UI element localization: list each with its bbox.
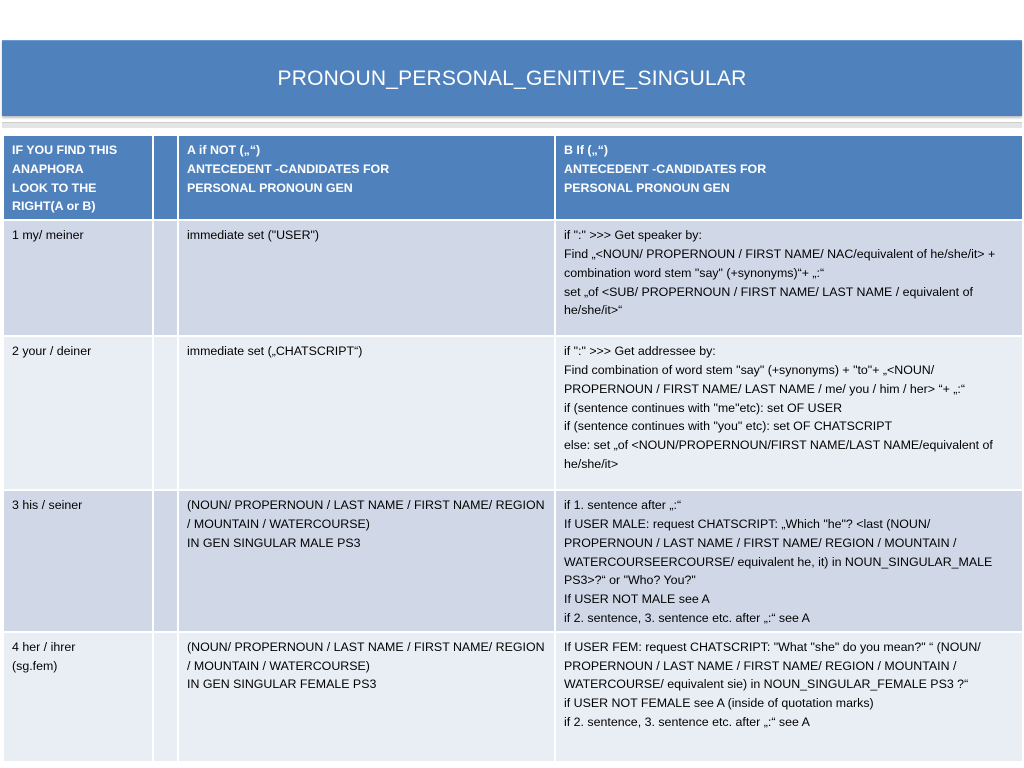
header-option-a: A if NOT („“) ANTECEDENT -CANDIDATES FOR PERSONAL PRONOUN GEN	[178, 135, 555, 220]
cell-option-a: (NOUN/ PROPERNOUN / LAST NAME / FIRST NAME/ REGION / MOUNTAIN / WATERCOURSE) IN GEN SINGULAR FEMALE PS3	[178, 632, 555, 762]
cell-option-a: immediate set ("USER")	[178, 220, 555, 336]
header-anaphora: IF YOU FIND THIS ANAPHORA LOOK TO THE RIGHT(A or B)	[3, 135, 153, 220]
cell-anaphora: 4 her / ihrer (sg.fem)	[3, 632, 153, 762]
header-blank	[153, 135, 178, 220]
cell-option-b: If USER FEM: request CHATSCRIPT: "What "she" do you mean?" “ (NOUN/ PROPERNOUN / LAST NAME / FIRST NAME/ REGION / MOUNTAIN / WATERCOURSE/ equivalent sie) in NOUN_SINGULAR_FEMALE PS3 ?“ if USER NOT FEMALE see A (inside of quotation marks) if 2. sentence, 3. sentence etc. after „:“ see A	[555, 632, 1023, 762]
table-row	[3, 490, 1023, 632]
cell-option-a: (NOUN/ PROPERNOUN / LAST NAME / FIRST NAME/ REGION / MOUNTAIN / WATERCOURSE) IN GEN SINGULAR MALE PS3	[178, 490, 555, 632]
cell-anaphora: 1 my/ meiner	[3, 220, 153, 336]
cell-anaphora: 2 your / deiner	[3, 336, 153, 490]
slide-title: PRONOUN_PERSONAL_GENITIVE_SINGULAR	[277, 66, 747, 90]
cell-option-b: if 1. sentence after „:“ If USER MALE: request CHATSCRIPT: „Which "he"? <last (NOUN/ PROPERNOUN / LAST NAME / FIRST NAME/ REGION / MOUNTAIN / WATERCOURSEERCOURSE/ equivalent he, it) in NOUN_SINGULAR_MALE PS3>?“ or "Who? You?" If USER NOT MALE see A if 2. sentence, 3. sentence etc. after „:“ see A	[555, 490, 1023, 632]
cell-blank	[153, 490, 178, 632]
cell-option-b: if ":" >>> Get addressee by: Find combination of word stem "say" (+synonyms) + "to"+ „<NOUN/ PROPERNOUN / FIRST NAME/ LAST NAME / me/ you / him / her> “+ „:“ if (sentence continues with "me"etc): set OF USER if (sentence continues with "you" etc): set OF CHATSCRIPT else: set „of <NOUN/PROPERNOUN/FIRST NAME/LAST NAME/equivalent of he/she/it>	[555, 336, 1023, 490]
table-row	[3, 220, 1023, 336]
cell-option-b: if ":" >>> Get speaker by: Find „<NOUN/ PROPERNOUN / FIRST NAME/ NAC/equivalent of he/she/it> + combination word stem "say" (+synonyms)“+ „:“ set „of <SUB/ PROPERNOUN / FIRST NAME/ LAST NAME / equivalent of he/she/it>“	[555, 220, 1023, 336]
cell-blank	[153, 632, 178, 762]
slide-title-bar	[2, 40, 1022, 116]
cell-blank	[153, 336, 178, 490]
cell-anaphora: 3 his / seiner	[3, 490, 153, 632]
title-divider	[2, 122, 1022, 128]
header-option-b: B If („“) ANTECEDENT -CANDIDATES FOR PERSONAL PRONOUN GEN	[555, 135, 1023, 220]
cell-blank	[153, 220, 178, 336]
table-header-row	[3, 135, 1023, 220]
table-row	[3, 632, 1023, 762]
cell-option-a: immediate set („CHATSCRIPT“)	[178, 336, 555, 490]
antecedent-table	[2, 134, 1024, 763]
table-row	[3, 336, 1023, 490]
